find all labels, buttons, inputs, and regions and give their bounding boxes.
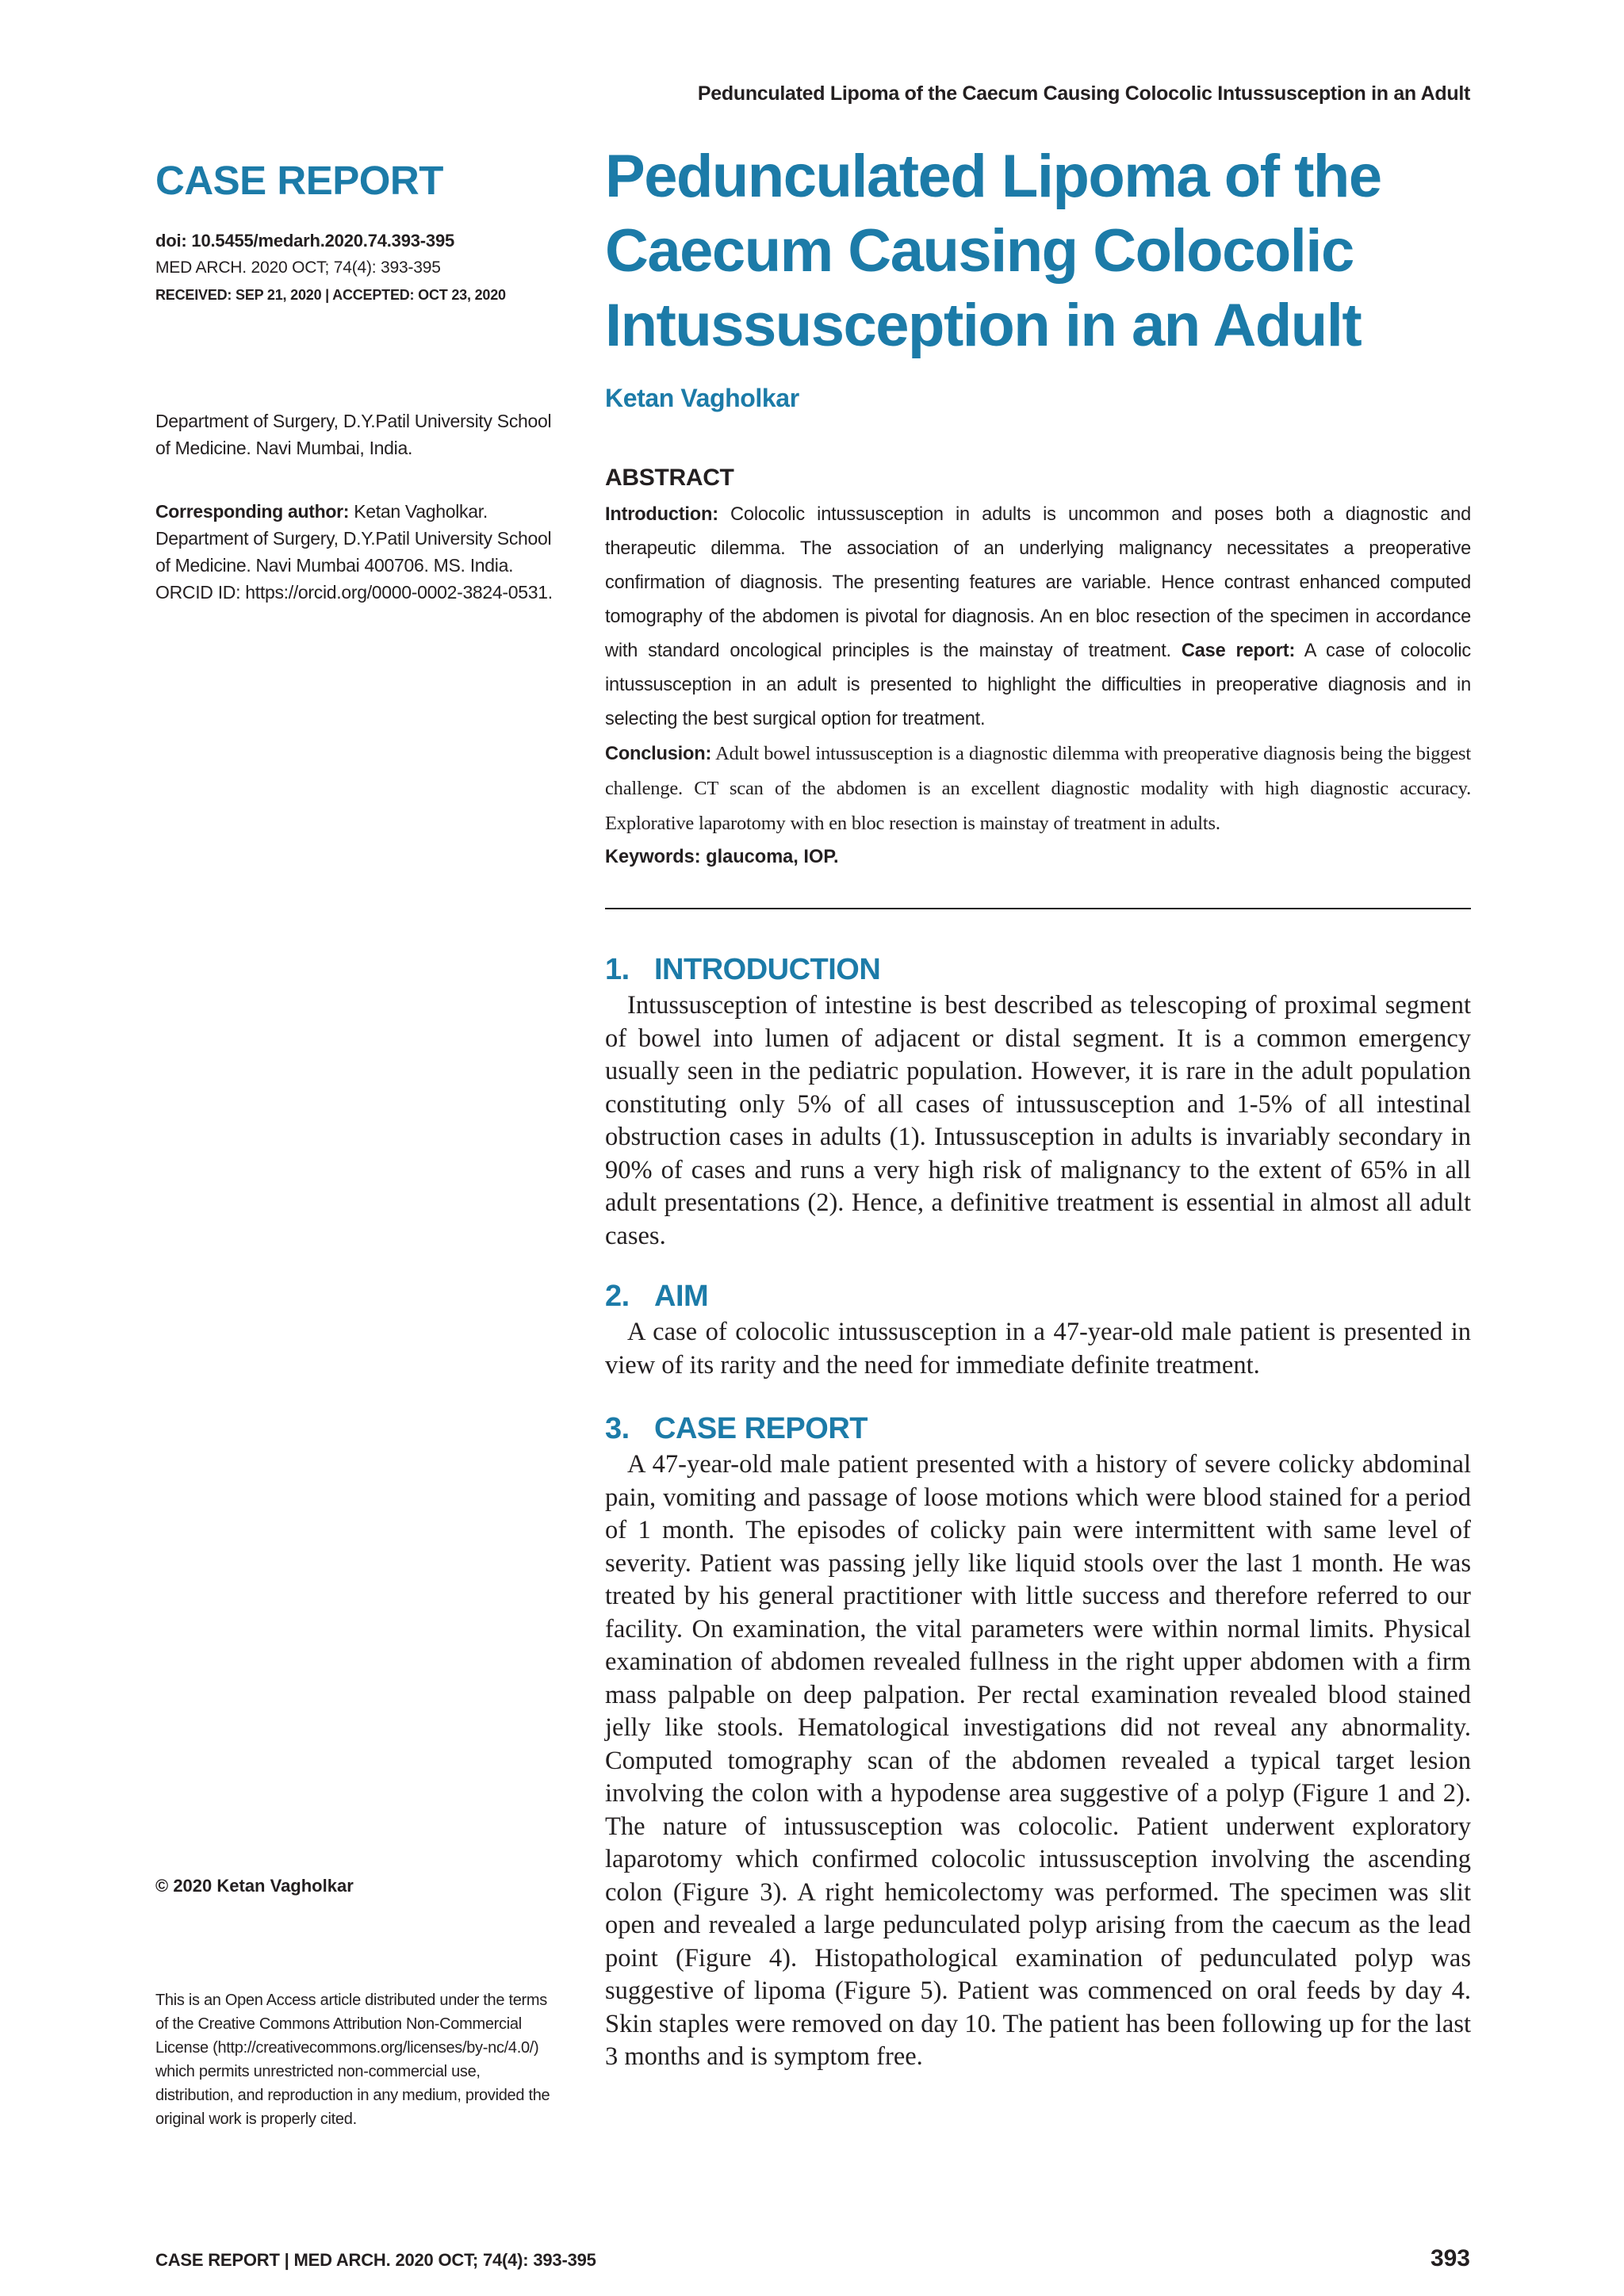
footer-citation: CASE REPORT | MED ARCH. 2020 OCT; 74(4): 393-395 xyxy=(155,2250,596,2270)
section-number: 1. xyxy=(605,953,630,986)
section-body xyxy=(605,989,1471,1253)
corresponding-author xyxy=(155,498,560,606)
abstract-intro-text: Colocolic intussusception in adults is uncommon and poses both a diagnostic and therapeutic dilemma. The association of an underlying malignancy necessitates a preoperative confirmation of diagnosis. The presenting features are variable. Hence contrast enhanced computed tomography of the abdomen is pivotal for diagnosis. An en bloc resection of the specimen in accordance with standard oncological principles is the mainstay of treatment. xyxy=(605,504,1471,661)
section-number: 3. xyxy=(605,1412,630,1445)
abstract-divider xyxy=(605,908,1471,909)
running-header: Pedunculated Lipoma of the Caecum Causing Colocolic Intussusception in an Adult xyxy=(697,82,1470,105)
section-aim xyxy=(605,1281,1471,1382)
author: Ketan Vagholkar xyxy=(605,384,799,412)
section-label: CASE REPORT xyxy=(155,158,443,203)
section-case-report xyxy=(605,1414,1471,2074)
abstract-body xyxy=(605,498,1471,841)
page-number: 393 xyxy=(1430,2245,1470,2271)
section-body xyxy=(605,1316,1471,1382)
abstract-heading: ABSTRACT xyxy=(605,465,734,491)
section-heading xyxy=(605,1414,1471,1444)
section-paragraph: A case of colocolic intussusception in a 47-year-old male patient is presented in view of its rarity and the need for immediate definite treatment. xyxy=(605,1318,1471,1380)
citation: MED ARCH. 2020 OCT; 74(4): 393-395 xyxy=(155,258,441,277)
abstract-case-text: A case of colocolic intussusception in an adult is presented to highlight the difficulties in preoperative diagnosis and in selecting the best surgical option for treatment. xyxy=(605,641,1471,729)
abstract-conclusion-label: Conclusion: xyxy=(605,744,712,764)
copyright: © 2020 Ketan Vagholkar xyxy=(155,1876,354,1896)
section-title: INTRODUCTION xyxy=(654,953,881,986)
article-title: Pedunculated Lipoma of the Caecum Causing Colocolic Intussusception in an Adult xyxy=(605,143,1381,359)
affiliation: Department of Surgery, D.Y.Patil University School of Medicine. Navi Mumbai, India. xyxy=(155,411,552,458)
left-column xyxy=(155,151,560,308)
license-text: This is an Open Access article distributed under the terms of the Creative Commons Attribution Non-Commercial License (http://creativecommons.org/licenses/by-nc/4.0/) which permits unrestricted non-commercial use, distribution, and reproduction in any medium, provided the original work is properly cited. xyxy=(155,1992,550,2128)
abstract-intro-label: Introduction: xyxy=(605,504,718,525)
section-number: 2. xyxy=(605,1280,630,1313)
section-title: AIM xyxy=(654,1280,709,1313)
section-paragraph: Intussusception of intestine is best described as telescoping of proximal segment of bowel into lumen of adjacent or distal segment. It is a common emergency usually seen in the pediatric population. However, it is rare in the adult population constituting only 5% of all cases of intussusception and 1-5% of all intestinal obstruction cases in adults (1). Intussusception in adults is invariably secondary in 90% of cases and runs a very high risk of malignancy to the extent of 65% in all adult presentations (2). Hence, a definitive treatment is essential in almost all adult cases. xyxy=(605,991,1471,1250)
section-paragraph: A 47-year-old male patient presented with a history of severe colicky abdominal pain, vomiting and passage of loose motions which were blood stained for a period of 1 month. The episodes of colicky pain were intermittent with same level of severity. Patient was passing jelly like liquid stools over the last 1 month. He was treated by his general practitioner with little success and therefore referred to our facility. On examination, the vital parameters were within normal limits. Physical examination of abdomen revealed fullness in the right upper abdomen with a firm mass palpable on deep palpation. Per rectal examination revealed blood stained jelly like stools. Hematological investigations did not reveal any abnormality. Computed tomography scan of the abdomen revealed a typical target lesion involving the colon with a hypodense area suggestive of a polyp (Figure 1 and 2). The nature of intussusception was colocolic. Patient underwent exploratory laparotomy which confirmed colocolic intussusception involving the ascending colon (Figure 3). A right hemicolectomy was performed. The specimen was slit open and revealed a large pedunculated polyp arising from the caecum as the lead point (Figure 4). Histopathological examination of pedunculated polyp was suggestive of lipoma (Figure 5). Patient was commenced on oral feeds by day 4. Skin staples were removed on day 10. The patient has been following up for the last 3 months and is symptom free. xyxy=(605,1450,1471,2071)
corresponding-author-details: Ketan Vagholkar. Department of Surgery, D.Y.Patil University School of Medicine. Navi Mumbai 400706. MS. India. ORCID ID: https://orcid.org/0000-0002-3824-0531. xyxy=(155,501,553,603)
abstract-conclusion-text: Adult bowel intussusception is a diagnostic dilemma with preoperative diagnosis being the biggest challenge. CT scan of the abdomen is an excellent diagnostic modality with high diagnostic accuracy. Explorative laparotomy with en bloc resection is mainstay of treatment in adults. xyxy=(605,743,1471,834)
doi[interactable]: doi: 10.5455/medarh.2020.74.393-395 xyxy=(155,231,455,251)
abstract xyxy=(605,465,1471,873)
section-title: CASE REPORT xyxy=(654,1412,868,1445)
received-accepted-dates: RECEIVED: SEP 21, 2020 | ACCEPTED: OCT 23, 2020 xyxy=(155,287,506,303)
section-heading xyxy=(605,955,1471,985)
section-heading xyxy=(605,1281,1471,1311)
abstract-case-label: Case report: xyxy=(1181,641,1296,661)
section-body xyxy=(605,1448,1471,2074)
keywords: Keywords: glaucoma, IOP. xyxy=(605,847,839,867)
corresponding-author-label: Corresponding author: xyxy=(155,501,350,522)
section-introduction xyxy=(605,955,1471,1253)
